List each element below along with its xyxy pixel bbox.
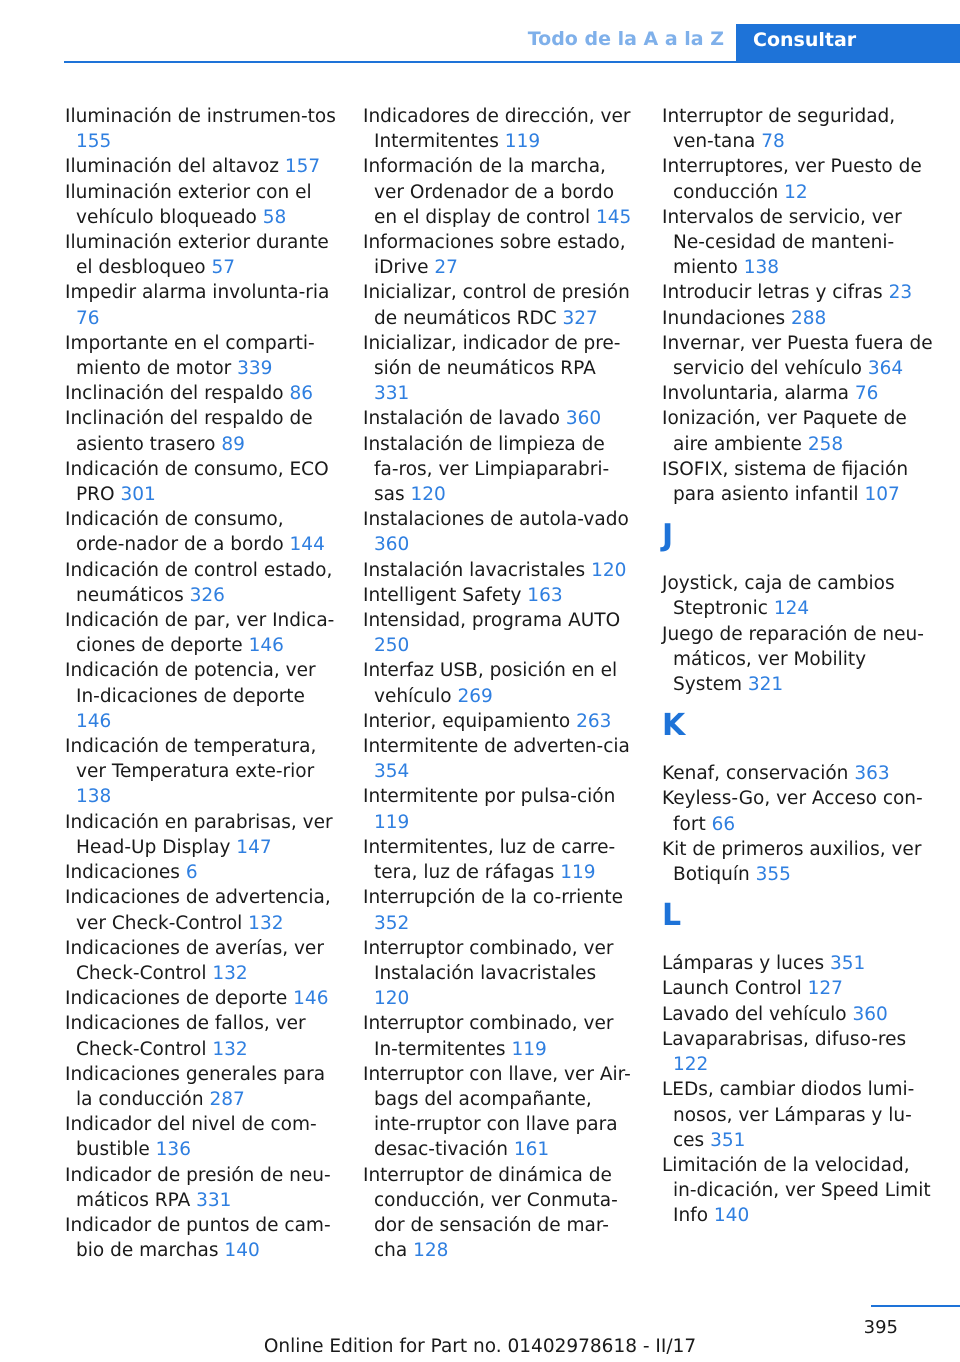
index-entry-page-link[interactable]: 128 (413, 1240, 449, 1262)
index-entry-page-link[interactable]: 360 (374, 534, 410, 556)
index-entry (662, 280, 934, 305)
index-entry-page-link[interactable]: 76 (76, 307, 100, 329)
index-entry-text: Indicación de temperatura, ver Temperatura exte-rior (65, 736, 317, 783)
index-entry-page-link[interactable]: 58 (262, 206, 287, 228)
index-entry-page-link[interactable]: 363 (854, 763, 890, 785)
index-entry (662, 381, 934, 406)
index-entry-page-link[interactable]: 331 (196, 1189, 232, 1211)
index-entry-page-link[interactable]: 107 (864, 484, 900, 506)
index-entry (363, 104, 635, 154)
entries-k (662, 761, 934, 887)
index-entry-text: Interior, equipamiento (363, 710, 571, 732)
index-entry-text: Importante en el comparti-miento de motor (65, 332, 315, 380)
index-entry-page-link[interactable]: 288 (790, 307, 827, 329)
index-entry (662, 331, 934, 381)
index-entry (662, 154, 934, 204)
index-entry-text: Iluminación exterior durante el desbloqueo (65, 232, 329, 279)
index-entry (65, 1011, 337, 1061)
index-entry-text: Información de la marcha, ver Ordenador de a bordo en el display de control (363, 156, 615, 228)
index-entry (65, 734, 337, 810)
index-entry-text: Indicaciones generales para la conducción (65, 1063, 326, 1110)
index-entry (662, 406, 934, 456)
index-entry (65, 1062, 337, 1112)
index-entry (662, 837, 934, 887)
section-tab: Consultar (736, 24, 960, 63)
index-entry (65, 936, 337, 986)
index-entry-page-link[interactable]: 138 (743, 257, 780, 279)
index-entry (363, 734, 635, 784)
index-entry (363, 154, 635, 230)
index-entry (65, 1163, 337, 1213)
index-entry-text: Indicador del nivel de com-bustible (65, 1114, 317, 1161)
letter-heading-k: K (662, 708, 686, 744)
index-entry-text: Intervalos de servicio, ver Ne-cesidad de manteni-miento (662, 206, 902, 279)
index-entry (65, 1112, 337, 1162)
index-entry-page-link[interactable]: 287 (209, 1088, 245, 1110)
entries-l (662, 951, 934, 1228)
index-entry-page-link[interactable]: 146 (76, 710, 112, 732)
index-column-2 (363, 104, 635, 1263)
index-entry-text: Inicializar, indicador de pre-sión de neumáticos RPA (363, 332, 621, 380)
index-entry (363, 432, 635, 508)
index-entry-page-link[interactable]: 258 (807, 433, 844, 455)
index-entry (363, 658, 635, 708)
index-entry (363, 583, 635, 608)
index-entry (65, 1213, 337, 1263)
index-entry-page-link[interactable]: 351 (710, 1129, 746, 1151)
index-entry-page-link[interactable]: 351 (829, 953, 866, 975)
index-entry-page-link[interactable]: 250 (374, 635, 410, 657)
index-entry (662, 1027, 934, 1077)
index-entry (65, 406, 337, 456)
index-entry-text: Informaciones sobre estado, iDrive (363, 232, 626, 279)
index-entry-text: Intermitentes, luz de carre-tera, luz de ráfagas (363, 836, 616, 884)
index-entry (363, 835, 635, 885)
index-entry (65, 860, 337, 885)
index-entry-text: Launch Control (662, 978, 802, 1000)
index-entry-text: Intermitente de adverten-cia (363, 736, 630, 758)
index-entry-text: Interruptores, ver Puesto de conducción (662, 156, 922, 203)
index-entry-text: Indicador de presión de neu-máticos RPA (65, 1164, 331, 1211)
index-entry-text: Intelligent Safety (363, 584, 522, 606)
index-entry (65, 986, 337, 1011)
index-entry-text: Indicación de consumo, ECO PRO (65, 458, 329, 506)
index-entry-text: Instalación lavacristales (363, 559, 586, 581)
index-entry-text: Lavado del vehículo (662, 1003, 847, 1025)
index-entry-page-link[interactable]: 140 (713, 1205, 750, 1227)
index-entry-page-link[interactable]: 6 (185, 862, 198, 884)
index-entry (65, 280, 337, 330)
index-entry (363, 1011, 635, 1061)
index-entry (363, 885, 635, 935)
index-entry-text: Introducir letras y cifras (662, 282, 883, 304)
index-entry (363, 280, 635, 330)
index-entry (662, 951, 934, 976)
index-entry-page-link[interactable]: 360 (852, 1003, 888, 1025)
section-title: Todo de la A a la Z (527, 28, 724, 50)
index-column-3 (662, 104, 934, 1229)
index-entry-text: Juego de reparación de neu-máticos, ver Mobility System (662, 623, 924, 696)
index-entry-page-link[interactable]: 326 (189, 584, 225, 606)
index-entry (65, 507, 337, 557)
index-entry-page-link[interactable]: 331 (374, 383, 410, 405)
index-entry-text: Iluminación del altavoz (65, 156, 279, 178)
index-entry (65, 104, 337, 154)
index-entry-page-link[interactable]: 146 (293, 988, 329, 1010)
index-entry-page-link[interactable]: 360 (565, 408, 602, 430)
index-entry-text: Interruptor de dinámica de conducción, ver Conmuta-dor de sensación de mar-cha (363, 1164, 618, 1262)
index-entry-text: LEDs, cambiar diodos lumi-nosos, ver Lámparas y lu-ces (662, 1079, 915, 1151)
index-entry-text: Interrupción de la co-rriente (363, 887, 624, 909)
index-entry (65, 331, 337, 381)
index-entry-page-link[interactable]: 321 (747, 674, 784, 696)
index-entry-page-link[interactable]: 155 (76, 131, 112, 153)
index-entry-text: Indicador de puntos de cam-bio de marchas (65, 1214, 331, 1262)
index-entry (363, 507, 635, 557)
index-entry-text: Joystick, caja de cambios Steptronic (662, 573, 895, 620)
index-entry (662, 571, 934, 621)
index-entry-page-link[interactable]: 120 (374, 988, 410, 1010)
index-entry-text: Indicación de consumo, orde-nador de a bordo (65, 509, 284, 556)
index-entry (662, 104, 934, 154)
index-entry-text: Indicación de par, ver Indica-ciones de deporte (65, 610, 335, 657)
index-entry-page-link[interactable]: 124 (773, 598, 810, 620)
index-entry (662, 786, 934, 836)
index-entry-page-link[interactable]: 66 (711, 813, 736, 835)
index-entry (363, 936, 635, 1012)
index-entry-text: Instalación de limpieza de fa-ros, ver Limpiaparabri-sas (363, 433, 610, 506)
index-entry-text: Instalación de lavado (363, 408, 560, 430)
index-entry-page-link[interactable]: 78 (761, 131, 785, 153)
index-entry-page-link[interactable]: 146 (248, 635, 284, 657)
index-entry-page-link[interactable]: 12 (784, 181, 808, 203)
index-entry-text: Keyless-Go, ver Acceso con-fort (662, 788, 923, 835)
index-entry-text: Interruptor combinado, ver Instalación lavacristales (363, 937, 614, 984)
index-entry-text: Indicaciones de advertencia, ver Check-Control (65, 887, 331, 934)
index-entry-text: ISOFIX, sistema de fijación para asiento infantil (662, 458, 909, 506)
index-column-1 (65, 104, 337, 1263)
index-entry (65, 558, 337, 608)
index-entry (65, 230, 337, 280)
index-entry-text: Limitación de la velocidad, in-dicación, ver Speed Limit Info (662, 1154, 931, 1227)
index-entry-page-link[interactable]: 144 (289, 534, 325, 556)
index-entry-page-link[interactable]: 119 (504, 131, 541, 153)
index-entry-page-link[interactable]: 57 (211, 257, 235, 279)
index-entry-page-link[interactable]: 138 (76, 786, 112, 808)
page-number: 395 (863, 1317, 898, 1338)
index-entry-text: Inclinación del respaldo (65, 383, 284, 405)
index-entry (363, 784, 635, 834)
index-entry-page-link[interactable]: 89 (221, 433, 245, 455)
index-entry (363, 709, 635, 734)
index-entry-page-link[interactable]: 132 (212, 1038, 248, 1060)
index-entry-page-link[interactable]: 23 (888, 282, 913, 304)
index-entry-text: Indicación de control estado, neumáticos (65, 559, 333, 606)
index-entry (363, 558, 635, 583)
index-entry-text: Interruptor combinado, ver In-termitentes (363, 1013, 614, 1060)
index-entry-text: Inicializar, control de presión de neumáticos RDC (363, 282, 630, 329)
index-entry-text: Iluminación de instrumen-tos (65, 106, 336, 127)
index-entry-text: Indicaciones de fallos, ver Check-Control (65, 1013, 306, 1060)
index-entry (363, 331, 635, 407)
index-entry-text: Interruptor de seguridad, ven-tana (662, 106, 896, 153)
index-entry-page-link[interactable]: 120 (410, 484, 446, 506)
footer-rule (871, 1305, 960, 1307)
index-entry-page-link[interactable]: 339 (237, 358, 273, 380)
index-entry-page-link[interactable]: 86 (289, 383, 314, 405)
index-entry-page-link[interactable]: 119 (511, 1038, 547, 1060)
index-entry-text: Iluminación exterior con el vehículo bloqueado (65, 181, 312, 228)
index-entry-page-link[interactable]: 132 (248, 912, 284, 934)
entries-j (662, 571, 934, 697)
index-entry (65, 658, 337, 734)
index-entry (662, 457, 934, 507)
letter-heading-j: J (662, 518, 674, 554)
index-entry-page-link[interactable]: 263 (576, 710, 612, 732)
index-entry-page-link[interactable]: 27 (434, 257, 458, 279)
index-entry (363, 230, 635, 280)
index-entry-text: Indicación de potencia, ver In-dicaciones de deporte (65, 660, 316, 707)
index-entry (65, 885, 337, 935)
index-entry-page-link[interactable]: 163 (527, 584, 563, 606)
index-entry (65, 180, 337, 230)
index-entry-page-link[interactable]: 127 (807, 978, 843, 1000)
index-entry-text: Lavaparabrisas, difuso-res (662, 1028, 907, 1050)
index-entry-text: Inclinación del respaldo de asiento trasero (65, 408, 313, 455)
index-entry-text: Kit de primeros auxilios, ver Botiquín (662, 838, 922, 886)
index-entry-page-link[interactable]: 269 (457, 685, 493, 707)
index-entry-page-link[interactable]: 132 (212, 962, 248, 984)
index-entry-text: Inundaciones (662, 307, 786, 329)
index-entry-page-link[interactable]: 136 (155, 1139, 191, 1161)
index-entry (363, 1062, 635, 1163)
index-entry-page-link[interactable]: 76 (854, 383, 879, 405)
index-entry (65, 154, 337, 179)
header-rule (64, 61, 960, 63)
index-entry (662, 622, 934, 698)
index-entry-page-link[interactable]: 327 (562, 307, 598, 329)
index-entry-page-link[interactable]: 119 (374, 811, 410, 833)
index-entry-text: Interfaz USB, posición en el vehículo (363, 660, 618, 707)
index-entry-text: Impedir alarma involunta-ria (65, 282, 330, 304)
index-entry (662, 1002, 934, 1027)
index-entry-text: Involuntaria, alarma (662, 383, 849, 405)
index-entry-page-link[interactable]: 354 (374, 761, 410, 783)
index-entry-page-link[interactable]: 145 (595, 206, 632, 228)
index-entry (662, 976, 934, 1001)
index-entry-text: Instalaciones de autola-vado (363, 509, 629, 531)
index-entry-text: Interruptor con llave, ver Air-bags del acompañante, inte-rruptor con llave para desac-tivación (363, 1063, 631, 1161)
index-entry-text: Indicadores de dirección, ver Intermitentes (363, 106, 631, 153)
index-entry-page-link[interactable]: 364 (867, 358, 904, 380)
index-entry (662, 761, 934, 786)
index-entry-text: Intermitente por pulsa-ción (363, 786, 616, 808)
index-entry-page-link[interactable]: 355 (755, 864, 791, 886)
index-entry (662, 205, 934, 281)
index-entry-text: Indicación en parabrisas, ver Head-Up Display (65, 811, 333, 858)
index-entry-text: Indicaciones (65, 862, 180, 884)
index-entry-page-link[interactable]: 161 (513, 1139, 550, 1161)
index-entry-page-link[interactable]: 301 (120, 484, 156, 506)
entries-i (662, 104, 934, 507)
index-entry (65, 457, 337, 507)
index-entry (363, 608, 635, 658)
index-entry-text: Kenaf, conservación (662, 763, 849, 785)
index-entry-text: Invernar, ver Puesta fuera de servicio del vehículo (662, 332, 933, 380)
index-entry-text: Ionización, ver Paquete de aire ambiente (662, 408, 907, 455)
index-entry (363, 406, 635, 431)
index-entry-text: Indicaciones de averías, ver Check-Control (65, 937, 324, 984)
index-entry (662, 306, 934, 331)
index-entry (65, 608, 337, 658)
footer-edition: Online Edition for Part no. 01402978618 - II/17 (263, 1336, 697, 1357)
index-entry-text: Indicaciones de deporte (65, 988, 288, 1010)
index-entry-page-link[interactable]: 140 (224, 1240, 260, 1262)
index-entry (662, 1077, 934, 1153)
index-entry (65, 381, 337, 406)
index-entry (363, 1163, 635, 1264)
index-entry-page-link[interactable]: 352 (374, 912, 410, 934)
index-entry-page-link[interactable]: 157 (284, 156, 321, 178)
index-entry (662, 1153, 934, 1229)
letter-heading-l: L (662, 898, 682, 934)
index-entry-page-link[interactable]: 120 (591, 559, 627, 581)
index-entry-page-link[interactable]: 119 (560, 862, 596, 884)
index-entry-text: Intensidad, programa AUTO (363, 610, 621, 632)
index-entry-page-link[interactable]: 147 (236, 836, 272, 858)
index-entry-text: Lámparas y luces (662, 953, 825, 975)
index-entry (65, 810, 337, 860)
index-entry-page-link[interactable]: 122 (673, 1054, 709, 1076)
